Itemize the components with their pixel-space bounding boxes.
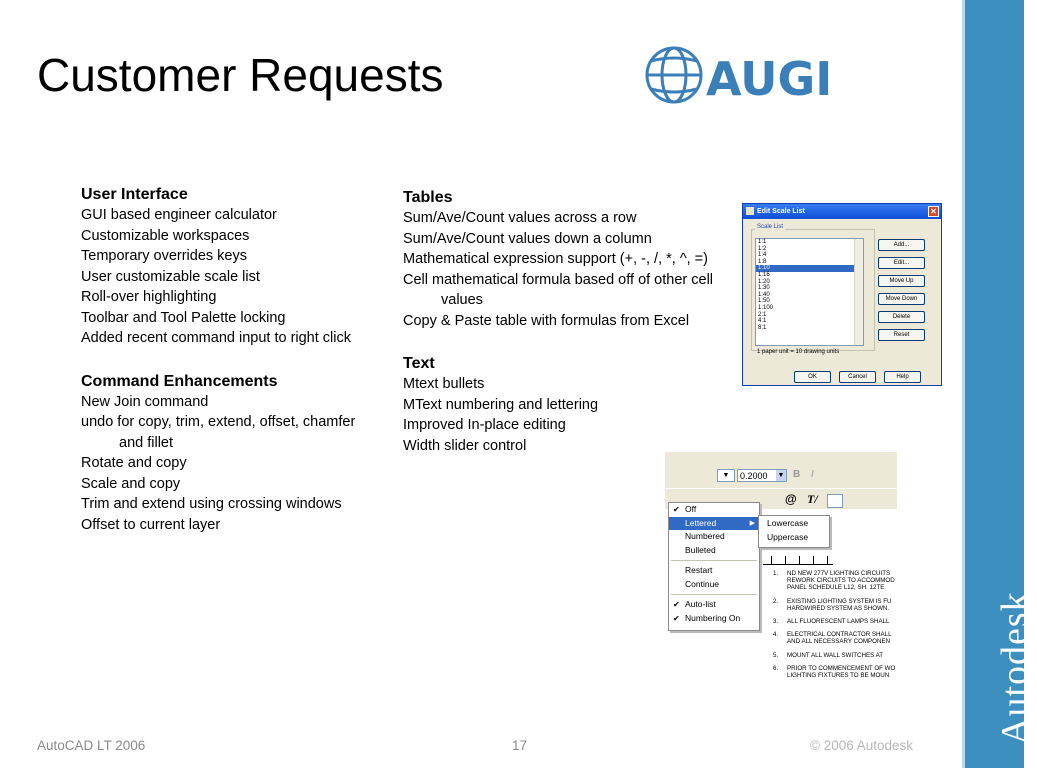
scale-note: 1 paper unit = 10 drawing units <box>757 349 840 355</box>
middle-column <box>403 187 733 456</box>
drawing-note <box>773 631 897 645</box>
note-line: LIGHTING FIXTURES TO BE MOUN <box>787 672 890 680</box>
scale-list-item[interactable]: 1:100 <box>758 304 774 311</box>
autodesk-brand-text: Autodesk <box>994 591 1036 745</box>
footer-product: AutoCAD LT 2006 <box>37 738 146 753</box>
submenu-arrow-icon: ▶ <box>749 519 755 527</box>
menu-item[interactable] <box>669 530 759 544</box>
submenu-item[interactable]: Lowercase <box>767 518 809 528</box>
scale-list-item[interactable]: 1:20 <box>758 278 770 285</box>
bullet-item: Sum/Ave/Count values across a row <box>403 210 637 226</box>
menu-item[interactable] <box>669 598 759 612</box>
scale-list-item[interactable]: 1:30 <box>758 285 770 292</box>
brand-band-stripe <box>962 0 965 768</box>
width-factor-value: 0.2000 <box>740 471 768 481</box>
drawing-note <box>773 652 897 659</box>
bullet-item: Added recent command input to right click <box>81 330 351 346</box>
at-symbol-icon[interactable]: @ <box>785 492 797 506</box>
submenu-item[interactable]: Uppercase <box>767 532 809 542</box>
scale-list-scrollbar[interactable] <box>854 239 863 345</box>
note-number: 6. <box>773 664 779 672</box>
close-icon[interactable]: ✕ <box>928 206 939 217</box>
drawing-note <box>773 570 897 592</box>
menu-item-label: Auto-list <box>685 599 716 609</box>
note-line: HARDWIRED SYSTEM AS SHOWN. <box>787 604 890 612</box>
scale-list-item[interactable]: 1:40 <box>758 291 770 298</box>
scale-list-item[interactable]: 1:16 <box>758 271 770 278</box>
ok-button[interactable]: OK <box>794 371 831 383</box>
bullet-item: Trim and extend using crossing windows <box>81 496 342 512</box>
section-gap <box>403 331 733 353</box>
move-up-button[interactable]: Move Up <box>878 275 925 287</box>
scale-list-item[interactable]: 4:1 <box>758 318 767 325</box>
left-column <box>81 184 371 535</box>
bullet-item: Improved In-place editing <box>403 417 566 433</box>
add-button[interactable]: Add... <box>878 239 925 251</box>
bullet-item: Copy & Paste table with formulas from Excel <box>403 312 690 329</box>
note-line: EXISTING LIGHTING SYSTEM IS FU <box>787 597 892 605</box>
tracking-field[interactable] <box>827 494 843 508</box>
ruler-tick <box>771 556 772 564</box>
text-ruler <box>763 550 833 565</box>
menu-item[interactable] <box>669 564 759 578</box>
ruler-tick <box>799 556 800 564</box>
text-editor-screenshot <box>665 452 897 698</box>
menu-item[interactable] <box>669 612 759 626</box>
bullet-item: Rotate and copy <box>81 455 187 471</box>
bullet-item: User customizable scale list <box>81 268 260 285</box>
delete-button[interactable]: Delete <box>878 311 925 323</box>
menu-item-label: Numbered <box>685 531 725 541</box>
menu-separator <box>671 560 757 561</box>
note-number: 5. <box>773 651 779 659</box>
footer-copyright: © 2006 Autodesk <box>810 738 914 753</box>
edit-button[interactable]: Edit... <box>878 257 925 269</box>
dialog-title-bar <box>743 204 941 219</box>
note-number: 2. <box>773 597 779 605</box>
bullet-item: Sum/Ave/Count values down a column <box>403 230 652 247</box>
menu-item-label: Off <box>685 504 697 514</box>
bullet-item: Offset to current layer <box>81 516 221 533</box>
scale-list-item[interactable]: 1:4 <box>758 252 767 259</box>
bullet-item: Temporary overrides keys <box>81 248 247 264</box>
note-line: REWORK CIRCUITS TO ACCOMMOD <box>787 577 895 585</box>
slide-title: Customer Requests <box>37 49 444 101</box>
augi-logo-text: AUGI <box>706 52 833 106</box>
menu-item[interactable] <box>669 544 759 558</box>
page-number: 17 <box>512 738 528 753</box>
note-line: PRIOR TO COMMENCEMENT OF WO <box>787 664 896 672</box>
section-heading: Tables <box>403 189 453 206</box>
checkmark-icon: ✔ <box>673 505 680 514</box>
text-style-icon[interactable]: T/ <box>807 492 818 506</box>
bullet-item: Roll-over highlighting <box>81 289 217 305</box>
section-heading: Text <box>403 355 435 372</box>
italic-icon[interactable]: I <box>811 469 814 480</box>
menu-item[interactable] <box>669 578 759 592</box>
bullet-item: GUI based engineer calculator <box>81 207 277 223</box>
scale-list-item[interactable]: 1:50 <box>758 298 770 305</box>
reset-button[interactable]: Reset <box>878 329 925 341</box>
section-gap <box>81 349 371 371</box>
bullet-item: Cell mathematical formula based off of other cell values <box>403 271 714 308</box>
scale-list-item[interactable]: 2:1 <box>758 311 767 318</box>
note-line: PANEL SCHEDULE L12, SH. 12TE <box>787 584 885 592</box>
edit-scale-list-dialog <box>742 203 942 386</box>
drawing-note <box>773 665 897 679</box>
section-heading: User Interface <box>81 186 188 203</box>
menu-item[interactable] <box>669 517 759 531</box>
menu-separator <box>671 594 757 595</box>
move-down-button[interactable]: Move Down <box>878 293 925 305</box>
bullet-item: Scale and copy <box>81 475 181 492</box>
bold-icon[interactable]: B <box>793 469 801 480</box>
width-factor-combo[interactable] <box>737 469 787 482</box>
bullet-item: Customizable workspaces <box>81 227 250 244</box>
chevron-down-icon[interactable]: ▼ <box>777 472 785 479</box>
note-line: ND NEW 277V LIGHTING CIRCUITS <box>787 570 891 577</box>
ruler-tick <box>827 556 828 564</box>
menu-item-label: Numbering On <box>685 612 741 623</box>
bullet-item: Width slider control <box>403 437 527 454</box>
dialog-title: Edit Scale List <box>757 208 805 215</box>
checkmark-icon: ✔ <box>673 613 680 623</box>
bullet-item: Toolbar and Tool Palette locking <box>81 309 286 326</box>
cancel-button[interactable]: Cancel <box>839 371 876 383</box>
bullet-item: undo for copy, trim, extend, offset, chamfer and fillet <box>81 414 356 451</box>
dialog-app-icon <box>746 207 754 215</box>
note-number: 4. <box>773 631 779 639</box>
drawing-note <box>773 598 897 612</box>
menu-item[interactable] <box>669 503 759 517</box>
menu-item-label: Lettered <box>685 517 717 528</box>
scale-list-item[interactable]: 1:2 <box>758 245 767 252</box>
section-heading: Command Enhancements <box>81 372 278 390</box>
scale-list[interactable] <box>755 238 864 346</box>
note-line: MOUNT ALL WALL SWITCHES AT <box>787 651 884 659</box>
ruler-tick <box>813 556 814 564</box>
chevron-down-icon[interactable]: ▼ <box>717 469 735 482</box>
globe-icon <box>647 48 701 102</box>
scale-list-item[interactable]: 1:8 <box>758 258 767 265</box>
menu-item-label: Restart <box>685 565 713 575</box>
menu-item-label: Bulleted <box>685 544 716 555</box>
note-line: ALL FLUORESCENT LAMPS SHALL <box>787 618 890 626</box>
numbering-context-menu <box>668 502 760 631</box>
augi-logo <box>644 43 854 107</box>
menu-item-label: Continue <box>685 578 720 589</box>
bullet-item: MText numbering and lettering <box>403 396 599 413</box>
ruler-tick <box>785 556 786 564</box>
drawing-notes <box>773 570 897 685</box>
note-line: ELECTRICAL CONTRACTOR SHALL <box>787 631 892 639</box>
bullet-item: Mathematical expression support (+, -, /, *, ^, =) <box>403 251 708 267</box>
scale-list-group-label: Scale List <box>757 224 784 230</box>
drawing-note <box>773 618 897 625</box>
bullet-item: Mtext bullets <box>403 376 485 392</box>
note-number: 1. <box>773 570 779 577</box>
scale-list-item[interactable]: 1:1 <box>758 239 767 245</box>
checkmark-icon: ✔ <box>673 600 680 609</box>
bullet-item: New Join command <box>81 393 209 410</box>
help-button[interactable]: Help <box>884 371 921 383</box>
scale-list-item[interactable]: 8:1 <box>758 324 767 331</box>
scale-list-item[interactable]: 1:10 <box>756 265 863 272</box>
lettered-submenu <box>758 515 830 548</box>
note-number: 3. <box>773 618 779 626</box>
note-line: AND ALL NECESSARY COMPONEN <box>787 638 891 646</box>
